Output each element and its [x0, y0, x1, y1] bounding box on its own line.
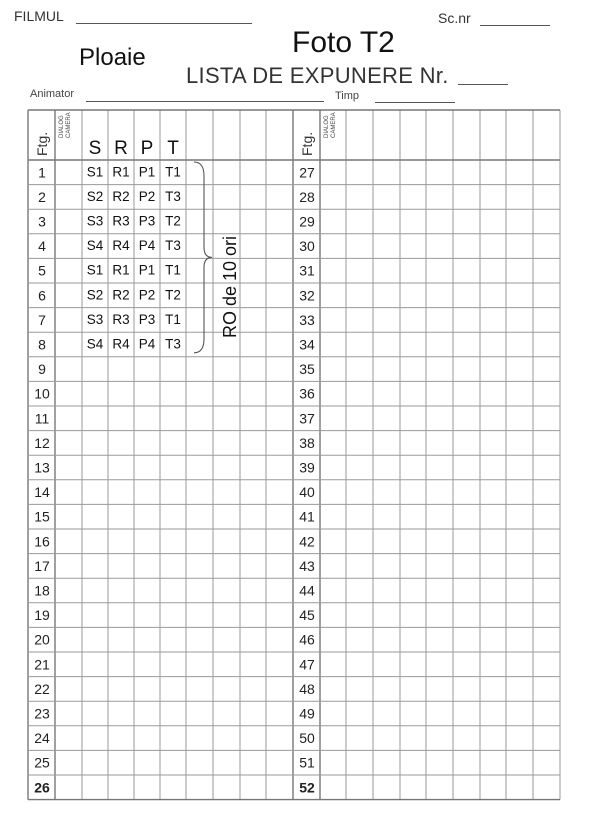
- frame-number: 25: [34, 754, 50, 771]
- entry-cell: R2: [112, 188, 130, 204]
- frame-number: 28: [299, 188, 315, 205]
- entry-cell: R4: [112, 238, 130, 254]
- frame-number: 14: [34, 484, 50, 501]
- frame-number: 34: [299, 336, 315, 353]
- frame-number: 9: [38, 361, 46, 378]
- frame-number: 10: [34, 385, 50, 402]
- entry-cell: S4: [86, 336, 104, 352]
- frame-number: 43: [299, 557, 315, 574]
- dialog-label-left: DIALOG: [59, 115, 65, 138]
- frame-number: 47: [299, 656, 315, 673]
- frame-number: 50: [299, 730, 315, 747]
- entry-cell: T1: [165, 311, 181, 327]
- entry-cell: P3: [138, 311, 156, 327]
- frame-number: 45: [299, 607, 315, 624]
- column-letter: R: [114, 138, 128, 159]
- entry-cell: S3: [86, 311, 104, 327]
- entry-cell: S2: [86, 287, 104, 303]
- frame-number: 17: [34, 557, 50, 574]
- frame-number: 3: [38, 213, 46, 230]
- frame-number: 16: [34, 533, 50, 550]
- entry-cell: T3: [165, 238, 181, 254]
- frame-number: 12: [34, 434, 50, 451]
- frame-number: 26: [34, 779, 50, 796]
- frame-number: 39: [299, 459, 315, 476]
- timp-label: Timp: [335, 90, 360, 102]
- frame-number: 29: [299, 213, 315, 230]
- frame-number: 32: [299, 287, 315, 304]
- frame-number: 27: [299, 164, 315, 181]
- entry-cell: R1: [112, 164, 130, 180]
- frame-number: 42: [299, 533, 315, 550]
- form-title: LISTA DE EXPUNERE Nr.: [186, 63, 449, 88]
- entry-cell: S3: [86, 213, 104, 229]
- frame-number: 4: [38, 238, 46, 255]
- frame-number: 19: [34, 607, 50, 624]
- frame-number: 18: [34, 582, 50, 599]
- bracket-brace: [194, 162, 212, 353]
- frame-header-right: Ftg.: [299, 131, 315, 156]
- entry-cell: T1: [165, 164, 181, 180]
- entry-cell: P2: [138, 188, 156, 204]
- entry-cell: P3: [138, 213, 156, 229]
- entry-cell: P2: [138, 287, 156, 303]
- frame-number: 48: [299, 680, 315, 697]
- entry-cell: P4: [138, 238, 156, 254]
- entry-cell: R4: [112, 336, 130, 352]
- entry-cell: S1: [86, 164, 104, 180]
- frame-number: 23: [34, 705, 50, 722]
- frame-number: 38: [299, 434, 315, 451]
- frame-number: 1: [38, 164, 46, 181]
- entry-cell: R3: [112, 311, 130, 327]
- entry-cell: T2: [165, 213, 181, 229]
- entry-cell: T3: [165, 188, 181, 204]
- handwritten-subtitle: Foto T2: [292, 26, 395, 59]
- frame-number: 37: [299, 410, 315, 427]
- handwritten-title: Ploaie: [79, 44, 146, 71]
- entry-cell: P4: [138, 336, 156, 352]
- frame-header-left: Ftg.: [34, 131, 50, 156]
- entry-cell: T1: [165, 262, 181, 278]
- frame-number: 7: [38, 311, 46, 328]
- frame-number: 22: [34, 680, 50, 697]
- frame-number: 36: [299, 385, 315, 402]
- animator-label: Animator: [30, 88, 75, 100]
- camera-label-left: CAMERA: [66, 112, 72, 138]
- entry-cell: R1: [112, 262, 130, 278]
- entry-cell: R3: [112, 213, 130, 229]
- entry-cell: P1: [138, 262, 156, 278]
- dialog-label-right: DIALOG: [324, 115, 330, 138]
- entry-cell: T2: [165, 287, 181, 303]
- frame-number: 2: [38, 188, 46, 205]
- frame-number: 51: [299, 754, 315, 771]
- frame-number: 40: [299, 484, 315, 501]
- frame-number: 52: [299, 779, 315, 796]
- scnr-label: Sc.nr: [438, 10, 471, 26]
- camera-label-right: CAMERA: [331, 112, 337, 138]
- frame-number: 33: [299, 311, 315, 328]
- entry-cell: S1: [86, 262, 104, 278]
- frame-number: 44: [299, 582, 315, 599]
- frame-number: 8: [38, 336, 46, 353]
- frame-number: 49: [299, 705, 315, 722]
- frame-number: 13: [34, 459, 50, 476]
- entry-cell: S4: [86, 238, 104, 254]
- repeat-note: RO de 10 ori: [220, 235, 240, 338]
- frame-number: 21: [34, 656, 50, 673]
- frame-number: 6: [38, 287, 46, 304]
- entry-cell: P1: [138, 164, 156, 180]
- frame-number: 20: [34, 631, 50, 648]
- frame-number: 46: [299, 631, 315, 648]
- frame-number: 24: [34, 730, 50, 747]
- entry-cell: T3: [165, 336, 181, 352]
- frame-number: 35: [299, 361, 315, 378]
- frame-number: 11: [34, 410, 50, 427]
- frame-number: 41: [299, 508, 315, 525]
- frame-number: 31: [299, 262, 315, 279]
- entry-cell: R2: [112, 287, 130, 303]
- column-letter: T: [167, 138, 179, 159]
- filmul-label: FILMUL: [14, 8, 64, 24]
- frame-number: 5: [38, 262, 46, 279]
- frame-number: 15: [34, 508, 50, 525]
- frame-number: 30: [299, 238, 315, 255]
- column-letter: S: [88, 138, 102, 159]
- entry-cell: S2: [86, 188, 104, 204]
- column-letter: P: [140, 138, 154, 159]
